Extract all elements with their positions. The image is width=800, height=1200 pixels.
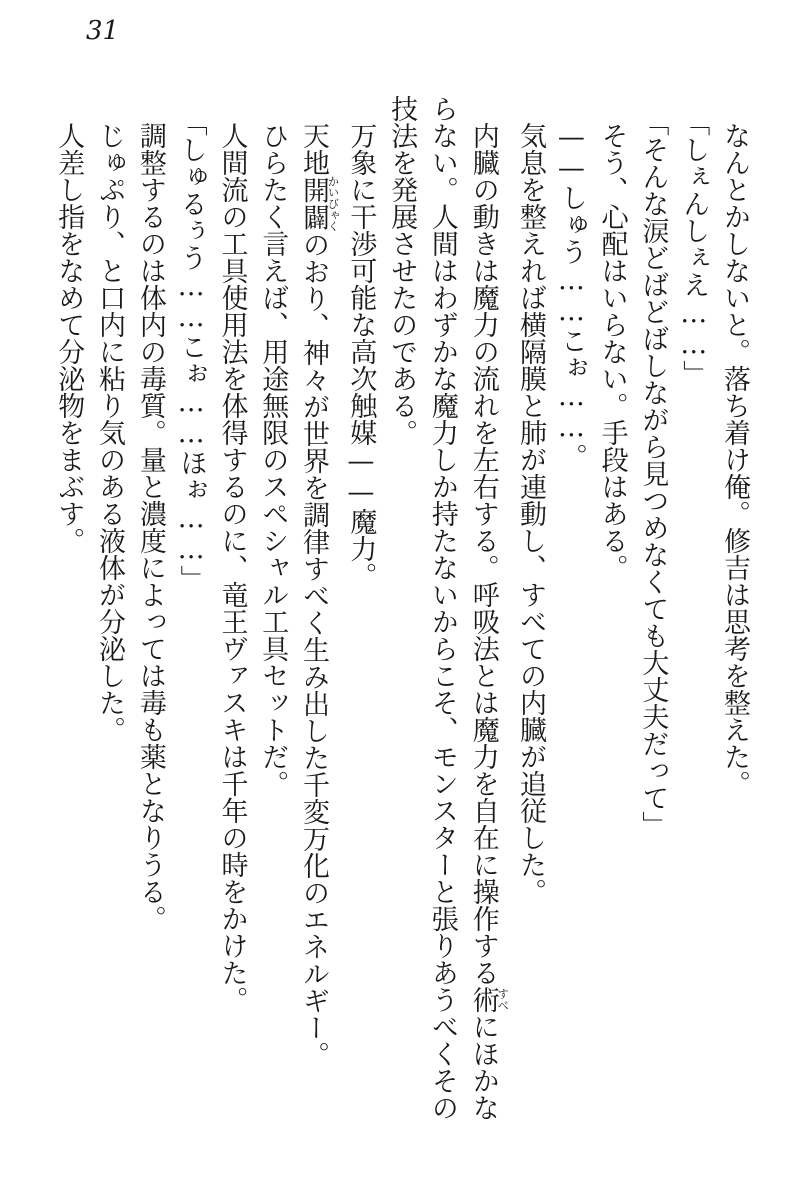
paragraph-narration: 調整するのは体内の毒質。量と濃度によっては毒も薬となりうる。 [134, 122, 166, 932]
paragraph-narration: 内臓の動きは魔力の流れを左右する。呼吸法とは魔力を自在に操作する術すべにほかならない。人間はわずかな魔力しか持たないからこそ、モンスターと張りあうべくその技法を発展させたのである。 [386, 95, 511, 1121]
paragraph-dialogue: 「しぇんしぇえ……」 [678, 108, 710, 387]
ruby-annotated-word: 術すべ [467, 986, 511, 1013]
paragraph-narration: 天地開闢かいびゃくのおり、神々が世界を調律すべく生み出した千変万化のエネルギー。 [298, 122, 341, 1069]
paragraph-dialogue: 「しゅるぅう……こぉ……ほぉ……」 [175, 108, 207, 592]
paragraph-narration: ——しゅう……こぉ……。 [555, 122, 587, 470]
page-number: 31 [86, 16, 120, 46]
paragraph-narration: そう、心配はいらない。手段はある。 [596, 122, 628, 581]
paragraph-narration: 万象に干渉可能な高次触媒——魔力。 [345, 122, 377, 589]
paragraph-narration: 人差し指をなめて分泌物をまぶす。 [53, 122, 85, 554]
paragraph-narration: じゅぷり、と口内に粘り気のある液体が分泌した。 [94, 122, 126, 743]
paragraph-dialogue: 「そんな涙どばどばしながら見つめなくても大丈夫だって」 [637, 108, 669, 838]
paragraph-narration: 気息を整えれば横隔膜と肺が連動し、すべての内臓が追従した。 [515, 122, 547, 905]
paragraph-narration: ひらたく言えば、用途無限のスペシャル工具セットだ。 [257, 122, 289, 797]
text-block [47, 95, 754, 1125]
paragraph-narration: 人間流の工具使用法を体得するのに、竜王ヴァスキは千年の時をかけた。 [216, 122, 248, 1013]
ruby-annotated-word: 開闢かいびゃく [298, 175, 341, 233]
paragraph-narration: なんとかしないと。落ち着け俺。修吉は思考を整えた。 [719, 122, 750, 797]
